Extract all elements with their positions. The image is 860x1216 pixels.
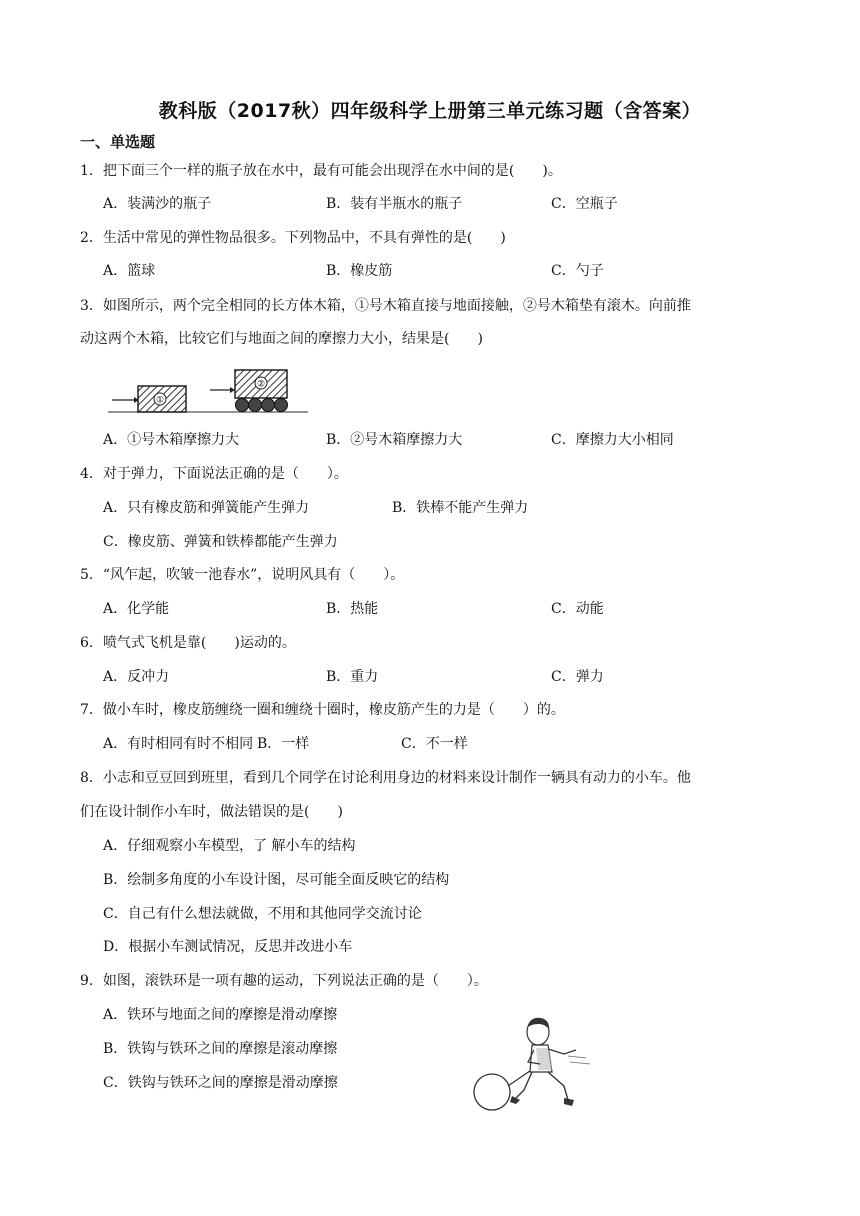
question-9-option-b: B．铁钩与铁环之间的摩擦是滚动摩擦 bbox=[103, 1041, 338, 1057]
question-5-option-c: C．动能 bbox=[551, 601, 604, 617]
roller bbox=[249, 399, 262, 412]
boy-leg-back bbox=[548, 1072, 568, 1100]
question-2-option-c: C．勺子 bbox=[551, 263, 604, 279]
question-8-stem-continued: 们在设计制作小车时，做法错误的是( ) bbox=[80, 804, 343, 820]
question-7-option-c: C．不一样 bbox=[401, 736, 468, 752]
question-9-stem: 9．如图，滚铁环是一项有趣的运动，下列说法正确的是（ ）。 bbox=[80, 973, 488, 989]
wooden-boxes-figure bbox=[108, 364, 308, 418]
question-1-option-a: A．装满沙的瓶子 bbox=[103, 196, 212, 212]
question-4-option-a: A．只有橡皮筋和弹簧能产生弹力 bbox=[103, 500, 310, 516]
question-9-option-a: A．铁环与地面之间的摩擦是滑动摩擦 bbox=[103, 1007, 338, 1023]
roller bbox=[262, 399, 275, 412]
question-3-option-b: B．②号木箱摩擦力大 bbox=[326, 432, 463, 448]
question-6-option-c: C．弹力 bbox=[551, 669, 604, 685]
page-title: 教科版（2017秋）四年级科学上册第三单元练习题（含答案） bbox=[158, 100, 702, 122]
question-3-option-c: C．摩擦力大小相同 bbox=[551, 432, 674, 448]
section-heading: 一、单选题 bbox=[80, 133, 156, 151]
question-8-stem: 8．小志和豆豆回到班里，看到几个同学在讨论利用身边的材料来设计制作一辆具有动力的小车。他 bbox=[80, 770, 691, 786]
question-7-stem: 7．做小车时，橡皮筋缠绕一圈和缠绕十圈时，橡皮筋产生的力是（ ）的。 bbox=[80, 702, 565, 718]
question-3-option-a: A．①号木箱摩擦力大 bbox=[103, 432, 240, 448]
roller bbox=[275, 399, 288, 412]
question-5-option-b: B．热能 bbox=[326, 601, 379, 617]
question-4-stem: 4．对于弹力，下面说法正确的是（ ）。 bbox=[80, 466, 348, 482]
question-8-option-c: C．自己有什么想法就做，不用和其他同学交流讨论 bbox=[103, 906, 422, 922]
question-3-stem: 3．如图所示，两个完全相同的长方体木箱，①号木箱直接与地面接触，②号木箱垫有滚木。向前推 bbox=[80, 298, 691, 314]
question-6-option-a: A．反冲力 bbox=[103, 669, 170, 685]
question-8-option-a: A．仔细观察小车模型，了 解小车的结构 bbox=[103, 838, 356, 854]
hoop-rolling-boy-figure bbox=[468, 1012, 598, 1114]
question-9-option-c: C．铁钩与铁环之间的摩擦是滑动摩擦 bbox=[103, 1075, 338, 1091]
question-1-stem: 1．把下面三个一样的瓶子放在水中，最有可能会出现浮在水中间的是( )。 bbox=[80, 163, 562, 179]
question-4-option-c: C．橡皮筋、弹簧和铁棒都能产生弹力 bbox=[103, 534, 338, 550]
question-2-stem: 2．生活中常见的弹性物品很多。下列物品中，不具有弹性的是( ) bbox=[80, 230, 506, 246]
boy-leg-front bbox=[516, 1072, 532, 1098]
question-8-option-b: B．绘制多角度的小车设计图，尽可能全面反映它的结构 bbox=[103, 872, 450, 888]
question-6-option-b: B．重力 bbox=[326, 669, 379, 685]
question-7-option-b: B．一样 bbox=[257, 736, 310, 752]
question-7-option-a: A．有时相同有时不相同 bbox=[103, 736, 254, 752]
roller bbox=[236, 399, 249, 412]
question-2-option-b: B．橡皮筋 bbox=[326, 263, 393, 279]
question-5-option-a: A．化学能 bbox=[103, 601, 170, 617]
question-8-option-d: D．根据小车测试情况，反思并改进小车 bbox=[103, 939, 353, 955]
boy-arm-back bbox=[548, 1049, 576, 1054]
question-1-option-b: B．装有半瓶水的瓶子 bbox=[326, 196, 463, 212]
box-1-label: ① bbox=[155, 395, 165, 406]
question-3-stem-continued: 动这两个木箱，比较它们与地面之间的摩擦力大小，结果是( ) bbox=[80, 331, 483, 347]
question-6-stem: 6．喷气式飞机是靠( )运动的。 bbox=[80, 635, 296, 651]
question-2-option-a: A．篮球 bbox=[103, 263, 156, 279]
box-2-label: ② bbox=[256, 379, 266, 390]
iron-hoop bbox=[474, 1074, 510, 1110]
question-5-stem: 5．“风乍起，吹皱一池春水”，说明风具有（ ）。 bbox=[80, 567, 405, 583]
question-1-option-c: C．空瓶子 bbox=[551, 196, 618, 212]
question-4-option-b: B．铁棒不能产生弹力 bbox=[392, 500, 529, 516]
